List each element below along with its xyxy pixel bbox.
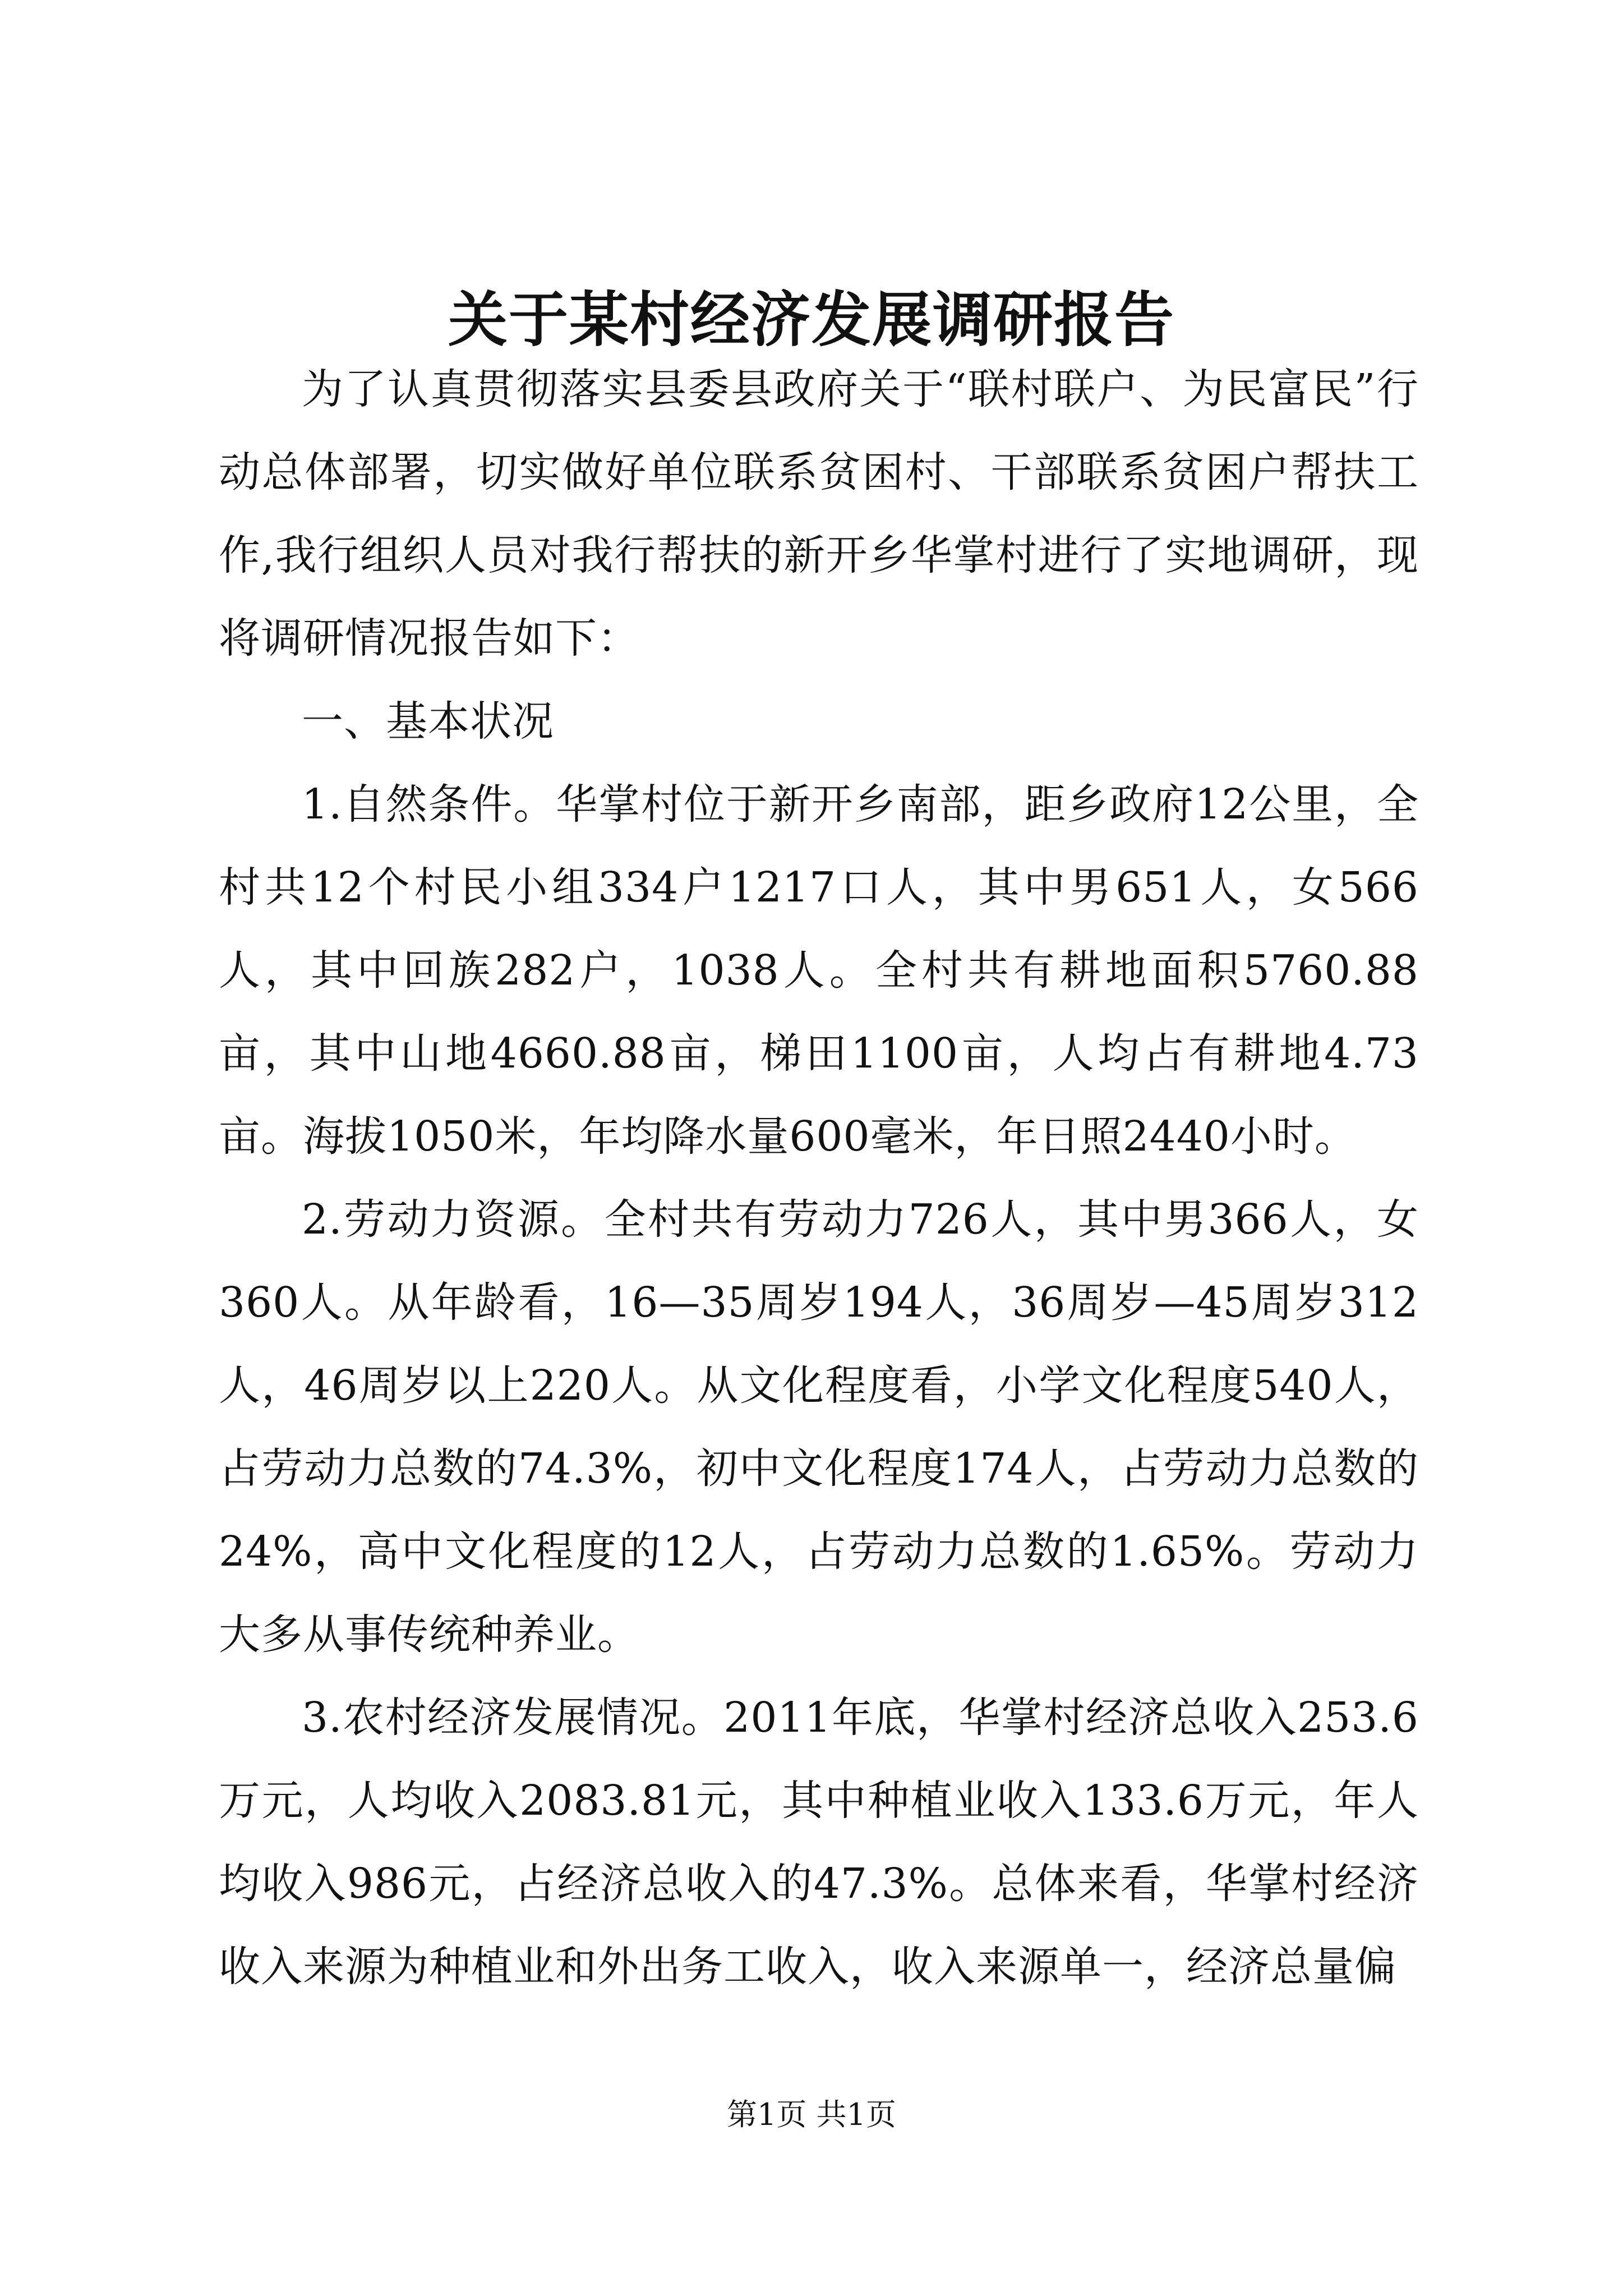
section-heading-basic-status: 一、基本状况 xyxy=(302,697,554,746)
page-footer: 第1页 共1页 xyxy=(727,2097,896,2132)
document-body xyxy=(219,348,1419,2008)
paragraph-intro: 为了认真贯彻落实县委县政府关于“联村联户、为民富民”行动总体部署，切实做好单位联系贫困村、干部联系贫困户帮扶工作,我行组织人员对我行帮扶的新开乡华掌村进行了实地调研，现将调研情况报告如下： xyxy=(219,365,1419,662)
page-title: 关于某村经济发展调研报告 xyxy=(448,284,1175,355)
paragraph-natural-conditions: 1.自然条件。华掌村位于新开乡南部，距乡政府12公里，全村共12个村民小组334户1217口人，其中男651人，女566人，其中回族282户，1038人。全村共有耕地面积5760.88亩，其中山地4660.88亩，梯田1100亩，人均占有耕地4.73亩。海拔1050米，年均降水量600毫米，年日照2440小时。 xyxy=(219,780,1419,1161)
paragraph-labor-resources: 2.劳动力资源。全村共有劳动力726人，其中男366人，女360人。从年龄看，16—35周岁194人，36周岁—45周岁312人，46周岁以上220人。从文化程度看，小学文化程度540人，占劳动力总数的74.3%，初中文化程度174人，占劳动力总数的24%，高中文化程度的12人，占劳动力总数的1.65%。劳动力大多从事传统种养业。 xyxy=(219,1195,1419,1659)
paragraph-economic-development: 3.农村经济发展情况。2011年底，华掌村经济总收入253.6万元，人均收入2083.81元，其中种植业收入133.6万元，年人均收入986元，占经济总收入的47.3%。总体来看，华掌村经济收入来源为种植业和外出务工收入，收入来源单一，经济总量偏 xyxy=(219,1694,1419,1991)
